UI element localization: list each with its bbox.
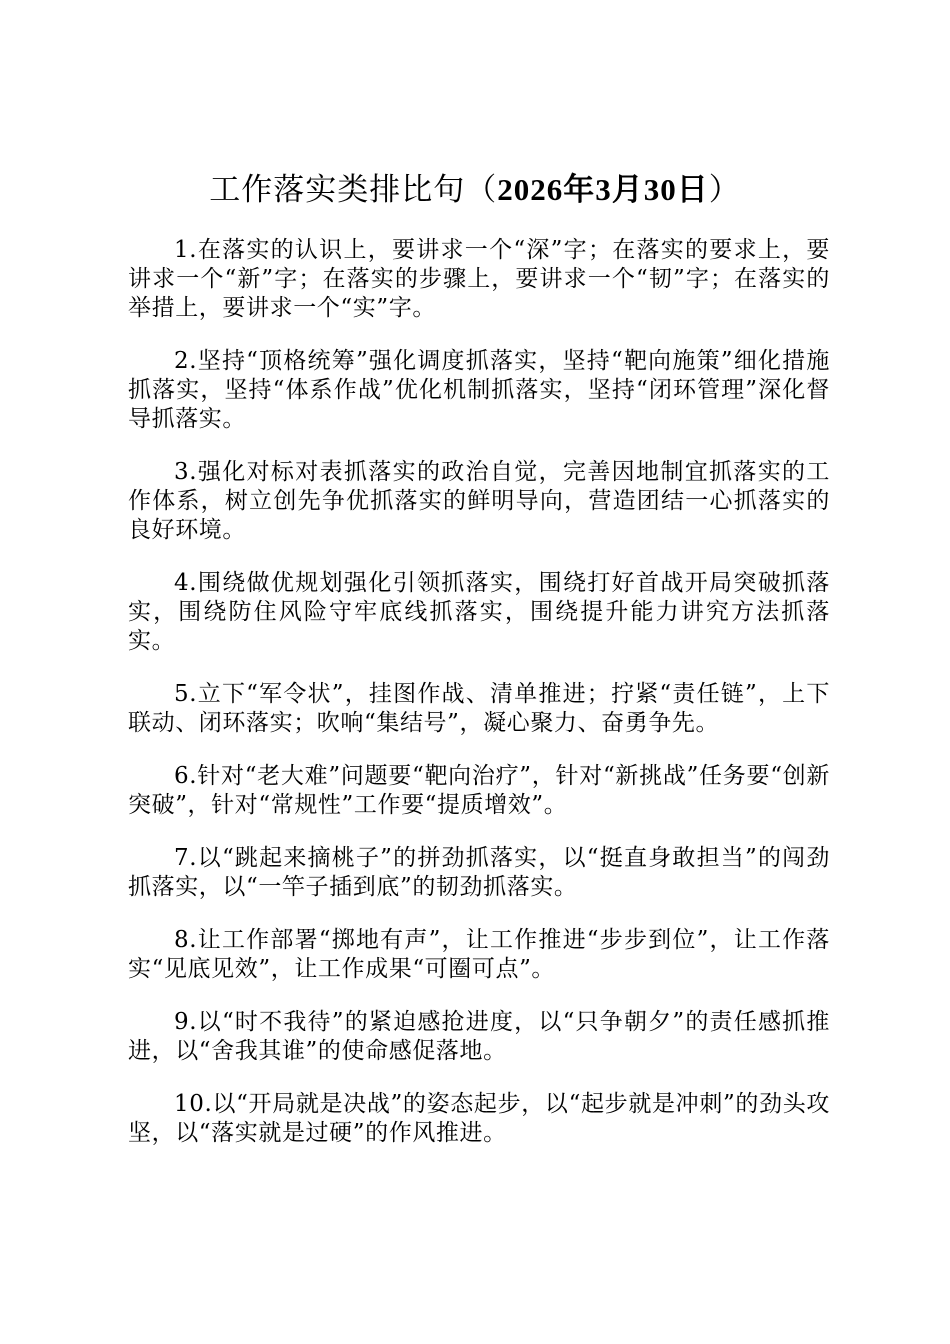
sentence-item-1: 1.在落实的认识上，要讲求一个“深”字；在落实的要求上，要讲求一个“新”字；在落实的步骤上，要讲求一个“韧”字；在落实的举措上，要讲求一个“实”字。 xyxy=(128,237,830,321)
title-main: 工作落实类排比句（ xyxy=(209,172,498,208)
title-date: 2026年3月30日 xyxy=(497,172,709,207)
sentence-item-2: 2.坚持“顶格统筹”强化调度抓落实，坚持“靶向施策”细化措施抓落实，坚持“体系作战”优化机制抓落实，坚持“闭环管理”深化督导抓落实。 xyxy=(128,348,830,432)
sentence-item-10: 10.以“开局就是决战”的姿态起步，以“起步就是冲刺”的劲头攻坚，以“落实就是过硬”的作风推进。 xyxy=(128,1091,830,1146)
sentence-item-8: 8.让工作部署“掷地有声”，让工作推进“步步到位”，让工作落实“见底见效”，让工作成果“可圈可点”。 xyxy=(128,927,830,982)
title-close: ） xyxy=(708,172,741,208)
sentence-item-3: 3.强化对标对表抓落实的政治自觉，完善因地制宜抓落实的工作体系，树立创先争优抓落实的鲜明导向，营造团结一心抓落实的良好环境。 xyxy=(128,459,830,543)
sentence-item-4: 4.围绕做优规划强化引领抓落实，围绕打好首战开局突破抓落实，围绕防住风险守牢底线抓落实，围绕提升能力讲究方法抓落实。 xyxy=(128,570,830,654)
sentence-item-5: 5.立下“军令状”，挂图作战、清单推进；拧紧“责任链”，上下联动、闭环落实；吹响“集结号”，凝心聚力、奋勇争先。 xyxy=(128,681,830,736)
sentence-item-9: 9.以“时不我待”的紧迫感抢进度，以“只争朝夕”的责任感抓推进，以“舍我其谁”的使命感促落地。 xyxy=(128,1009,830,1064)
sentence-list xyxy=(128,236,830,1172)
sentence-item-7: 7.以“跳起来摘桃子”的拼劲抓落实，以“挺直身敢担当”的闯劲抓落实，以“一竿子插到底”的韧劲抓落实。 xyxy=(128,845,830,900)
sentence-item-6: 6.针对“老大难”问题要“靶向治疗”，针对“新挑战”任务要“创新突破”，针对“常规性”工作要“提质增效”。 xyxy=(128,763,830,818)
document-title xyxy=(0,168,950,212)
